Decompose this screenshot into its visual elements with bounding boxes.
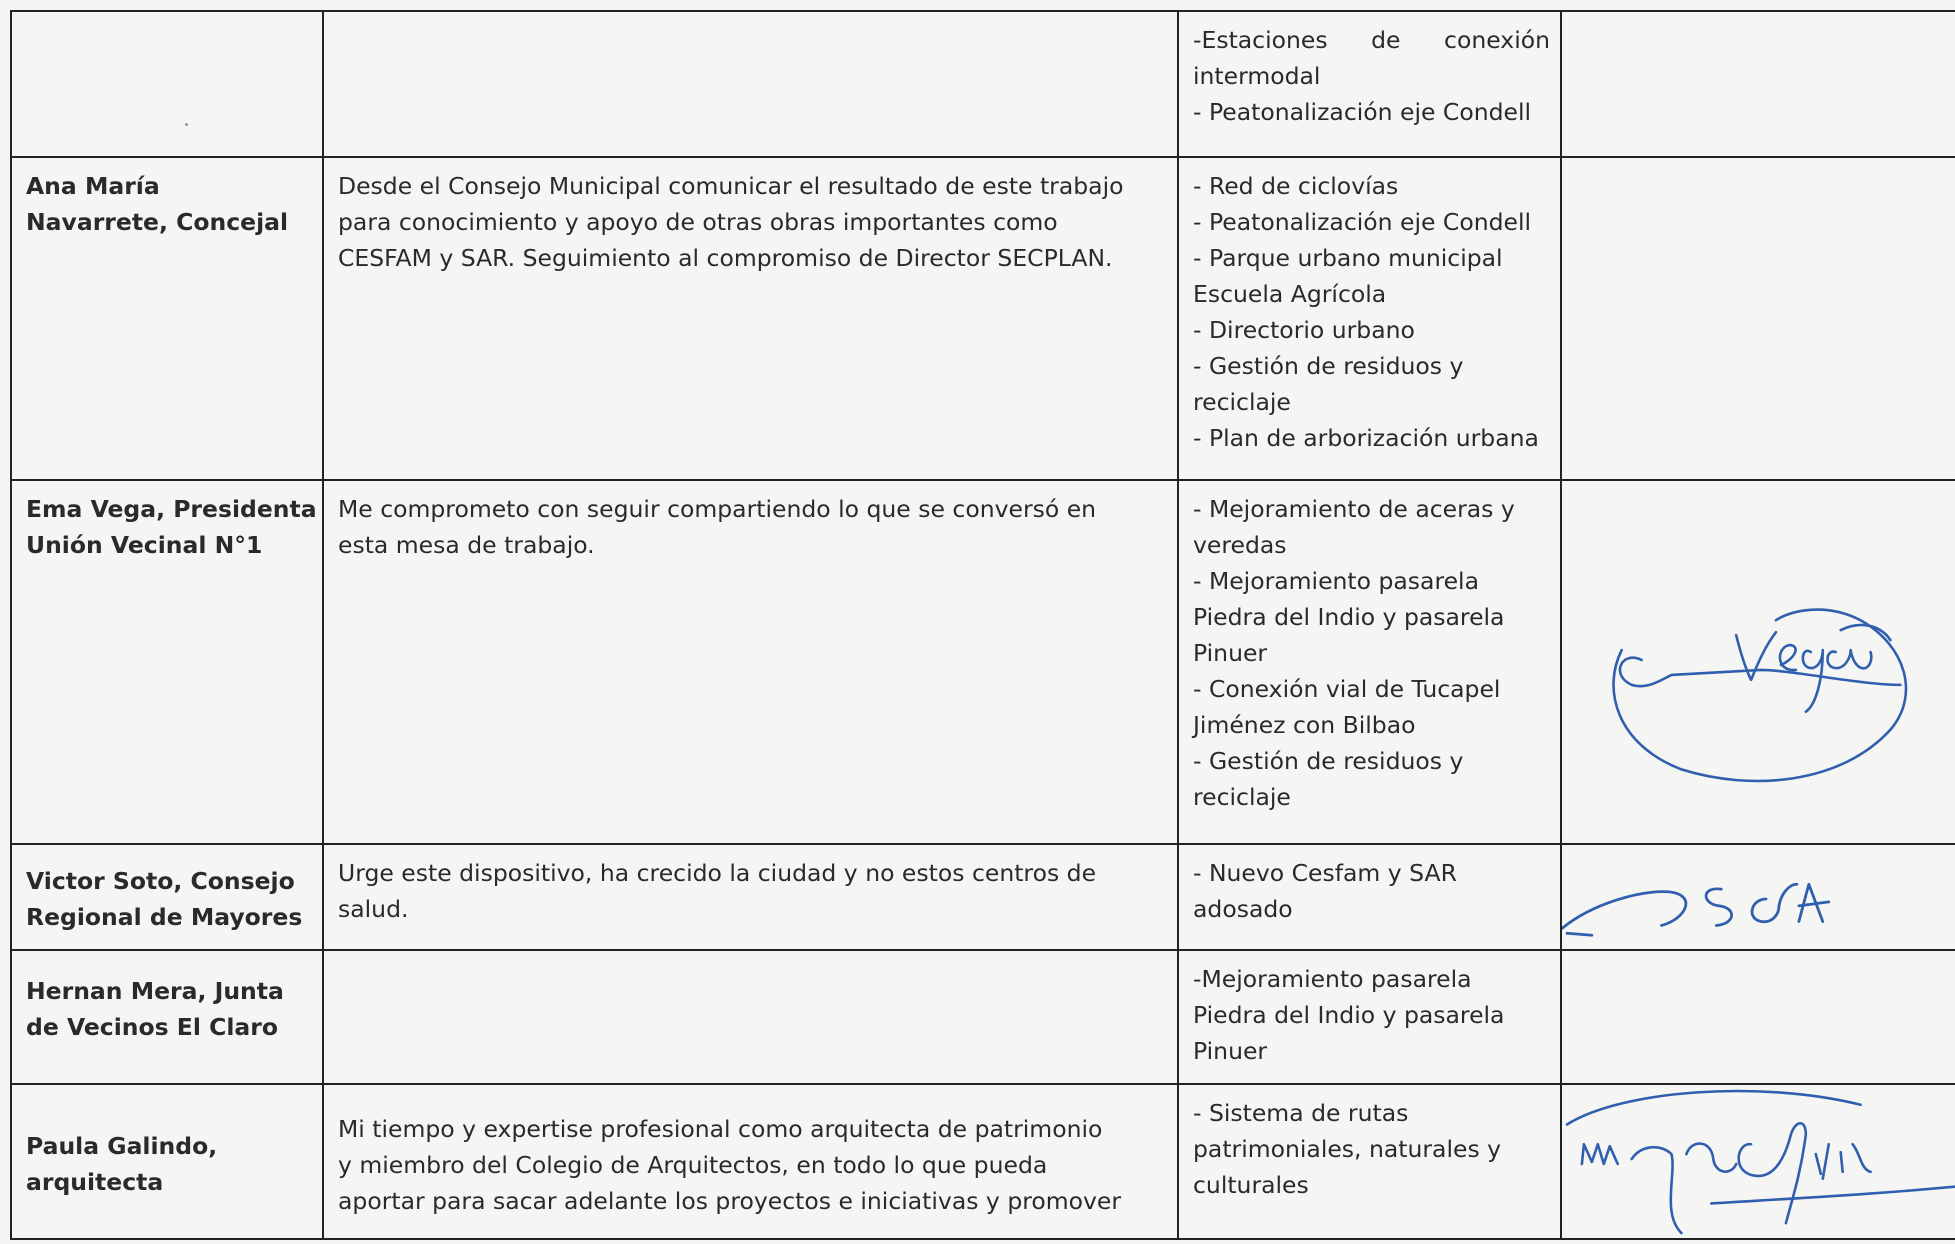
participant-cell bbox=[11, 480, 323, 844]
project-line: patrimoniales, naturales y bbox=[1193, 1135, 1502, 1163]
commitment-line: Urge este dispositivo, ha crecido la ciudad y no estos centros de bbox=[338, 859, 1097, 887]
handwritten-signature-galindo bbox=[1562, 1085, 1955, 1238]
table-row bbox=[11, 950, 1955, 1084]
project-line: Piedra del Indio y pasarela bbox=[1193, 1001, 1505, 1029]
commitment-line: y miembro del Colegio de Arquitectos, en todo lo que pueda bbox=[338, 1151, 1048, 1179]
projects-cell bbox=[1178, 11, 1561, 157]
participant-name-line: Hernan Mera, Junta bbox=[26, 977, 284, 1005]
project-line: - Peatonalización eje Condell bbox=[1193, 208, 1532, 236]
signature-cell bbox=[1561, 1084, 1955, 1239]
participant-name-line: Victor Soto, Consejo bbox=[26, 867, 295, 895]
commitment-line: CESFAM y SAR. Seguimiento al compromiso de Director SECPLAN. bbox=[338, 244, 1113, 272]
project-line: - Sistema de rutas bbox=[1193, 1099, 1409, 1127]
project-line: reciclaje bbox=[1193, 783, 1291, 811]
commitment-line: salud. bbox=[338, 895, 409, 923]
participant-name-line: Regional de Mayores bbox=[26, 903, 303, 931]
projects-cell bbox=[1178, 157, 1561, 480]
signature-cell bbox=[1561, 844, 1955, 950]
participant-cell bbox=[11, 11, 323, 157]
commitment-cell bbox=[323, 480, 1178, 844]
commitment-line: esta mesa de trabajo. bbox=[338, 531, 595, 559]
project-line: - Plan de arborización urbana bbox=[1193, 424, 1539, 452]
project-line: - Mejoramiento pasarela bbox=[1193, 567, 1479, 595]
project-line: - Directorio urbano bbox=[1193, 316, 1415, 344]
project-line: - Mejoramiento de aceras y bbox=[1193, 495, 1515, 523]
commitment-line: aportar para sacar adelante los proyectos e iniciativas y promover bbox=[338, 1187, 1122, 1215]
commitment-line: Me comprometo con seguir compartiendo lo que se conversó en bbox=[338, 495, 1097, 523]
table-row bbox=[11, 1084, 1955, 1239]
project-line-justified bbox=[1193, 22, 1550, 58]
project-line: - Conexión vial de Tucapel bbox=[1193, 675, 1501, 703]
project-line: - Red de ciclovías bbox=[1193, 172, 1399, 200]
table-row bbox=[11, 11, 1955, 157]
text-fragment: de bbox=[1371, 26, 1401, 54]
participant-name-line: Ema Vega, Presidenta bbox=[26, 495, 317, 523]
project-line: - Parque urbano municipal bbox=[1193, 244, 1503, 272]
signature-cell bbox=[1561, 11, 1955, 157]
commitment-cell bbox=[323, 950, 1178, 1084]
project-line: Pinuer bbox=[1193, 1037, 1268, 1065]
commitment-cell bbox=[323, 844, 1178, 950]
project-line: Pinuer bbox=[1193, 639, 1268, 667]
participant-name-line: Ana María bbox=[26, 172, 160, 200]
project-line: -Mejoramiento pasarela bbox=[1193, 965, 1472, 993]
participant-name-line: Navarrete, Concejal bbox=[26, 208, 289, 236]
participant-cell bbox=[11, 157, 323, 480]
handwritten-signature-soto bbox=[1562, 845, 1955, 949]
table-row bbox=[11, 844, 1955, 950]
commitment-line: Mi tiempo y expertise profesional como arquitecta de patrimonio bbox=[338, 1115, 1103, 1143]
participant-name-line: arquitecta bbox=[26, 1167, 164, 1196]
project-line: - Gestión de residuos y bbox=[1193, 352, 1464, 380]
table-row bbox=[11, 480, 1955, 844]
projects-cell bbox=[1178, 480, 1561, 844]
participant-name-line: Unión Vecinal N°1 bbox=[26, 531, 263, 559]
text-fragment: conexión bbox=[1444, 26, 1550, 54]
commitment-cell bbox=[323, 1084, 1178, 1239]
project-line: - Nuevo Cesfam y SAR bbox=[1193, 859, 1457, 887]
table-row bbox=[11, 157, 1955, 480]
signature-cell bbox=[1561, 480, 1955, 844]
commitment-line: para conocimiento y apoyo de otras obras importantes como bbox=[338, 208, 1058, 236]
participant-cell bbox=[11, 1084, 323, 1239]
projects-cell bbox=[1178, 1084, 1561, 1239]
project-line: culturales bbox=[1193, 1171, 1309, 1199]
participant-cell bbox=[11, 950, 323, 1084]
project-line: Escuela Agrícola bbox=[1193, 280, 1387, 308]
participant-cell bbox=[11, 844, 323, 950]
text-fragment: -Estaciones bbox=[1193, 26, 1328, 54]
project-line: veredas bbox=[1193, 531, 1287, 559]
commitment-cell bbox=[323, 11, 1178, 157]
project-line: - Peatonalización eje Condell bbox=[1193, 98, 1532, 126]
signature-cell bbox=[1561, 157, 1955, 480]
projects-cell bbox=[1178, 844, 1561, 950]
handwritten-signature-vega bbox=[1562, 481, 1955, 843]
participant-name-line: de Vecinos El Claro bbox=[26, 1013, 278, 1041]
project-line: intermodal bbox=[1193, 62, 1321, 90]
project-line: Piedra del Indio y pasarela bbox=[1193, 603, 1505, 631]
project-line: - Gestión de residuos y bbox=[1193, 747, 1464, 775]
participant-name-line: Paula Galindo, bbox=[26, 1131, 218, 1160]
commitment-line: Desde el Consejo Municipal comunicar el resultado de este trabajo bbox=[338, 172, 1124, 200]
projects-cell bbox=[1178, 950, 1561, 1084]
commitment-cell bbox=[323, 157, 1178, 480]
signature-cell bbox=[1561, 950, 1955, 1084]
commitments-table bbox=[10, 10, 1955, 1240]
project-line: reciclaje bbox=[1193, 388, 1291, 416]
project-line: adosado bbox=[1193, 895, 1293, 923]
project-line: Jiménez con Bilbao bbox=[1193, 711, 1416, 739]
